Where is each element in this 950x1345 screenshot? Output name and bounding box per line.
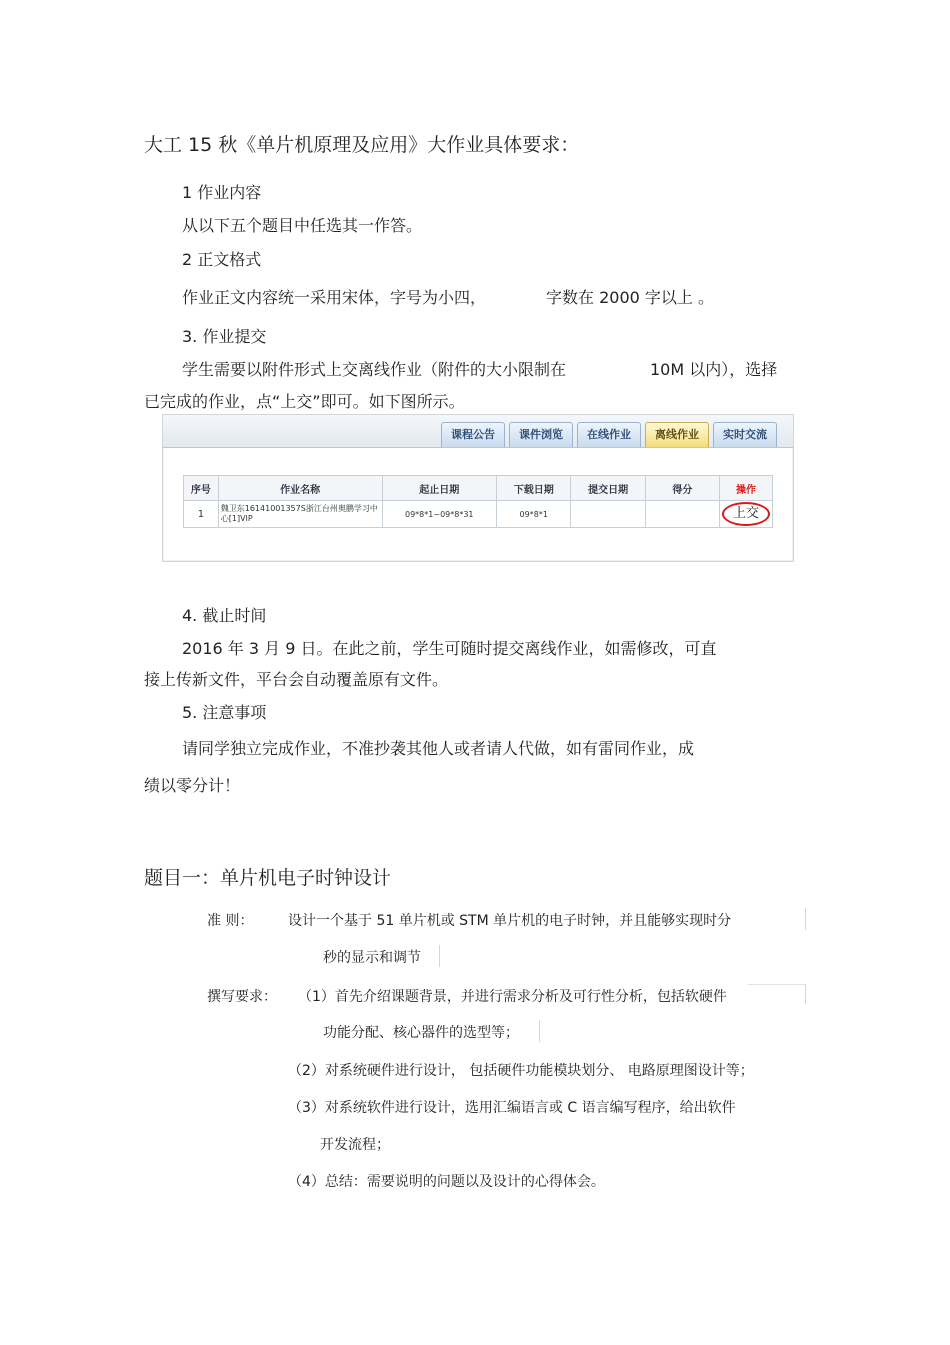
submit-body-c: 已完成的作业，点“上交”即可。如下图所示。 [144, 392, 465, 411]
submit-heading: 3. 作业提交 [182, 327, 267, 346]
criteria-label: 准 则： [207, 913, 254, 929]
format-heading: 2 正文格式 [182, 250, 262, 269]
col-submitted: 提交日期 [571, 476, 645, 501]
cell-action [720, 501, 773, 528]
format-body-b: 字数在 2000 字以上 。 [546, 288, 714, 307]
topic1-title: 题目一：单片机电子时钟设计 [144, 867, 392, 889]
cell-dates: 09*8*1~09*8*31 [382, 501, 496, 528]
requirement-1-b: 功能分配、核心器件的选型等； [323, 1025, 519, 1041]
table-rule [539, 1020, 540, 1042]
tab-online-homework[interactable]: 在线作业 [577, 422, 641, 447]
table-rule [805, 984, 806, 1004]
cell-download: 09*8*1 [497, 501, 571, 528]
cell-score [645, 501, 719, 528]
requirements-label: 撰写要求： [207, 989, 277, 1005]
submit-button[interactable]: 上交 [722, 502, 770, 526]
requirement-1-a: （1）首先介绍课题背景，并进行需求分析及可行性分析，包括软硬件 [298, 989, 727, 1005]
requirement-2: （2）对系统硬件进行设计， 包括硬件功能模块划分、 电路原理图设计等； [288, 1063, 754, 1079]
doc-title: 大工 15 秋《单片机原理及应用》大作业具体要求： [144, 134, 580, 156]
table-row [184, 501, 773, 528]
cell-name: 魏卫东16141001357S浙江台州奥鹏学习中心[1]VIP [218, 501, 382, 528]
submit-body-b: 10M 以内），选择 [650, 360, 778, 379]
submit-body-a: 学生需要以附件形式上交离线作业（附件的大小限制在 [182, 360, 567, 379]
tab-bar [163, 415, 793, 448]
homework-table [183, 475, 773, 528]
col-name: 作业名称 [218, 476, 382, 501]
cell-submitted [571, 501, 645, 528]
tab-live-chat[interactable]: 实时交流 [713, 422, 777, 447]
content-body: 从以下五个题目中任选其一作答。 [182, 216, 423, 235]
notes-body-b: 绩以零分计！ [144, 776, 241, 795]
deadline-body-b: 接上传新文件，平台会自动覆盖原有文件。 [144, 670, 449, 689]
notes-heading: 5. 注意事项 [182, 703, 267, 722]
criteria-line-b: 秒的显示和调节 [323, 950, 421, 966]
tab-offline-homework[interactable]: 离线作业 [645, 422, 709, 447]
col-download: 下载日期 [497, 476, 571, 501]
requirement-3-a: （3）对系统软件进行设计，选用汇编语言或 C 语言编写程序，给出软件 [288, 1100, 736, 1116]
submission-screenshot [162, 414, 794, 562]
col-index: 序号 [184, 476, 219, 501]
tab-courseware[interactable]: 课件浏览 [509, 422, 573, 447]
col-action: 操作 [720, 476, 773, 501]
table-rule [439, 945, 440, 967]
requirement-4: （4）总结：需要说明的问题以及设计的心得体会。 [288, 1174, 605, 1190]
table-rule [748, 984, 805, 985]
deadline-body-a: 2016 年 3 月 9 日。在此之前，学生可随时提交离线作业，如需修改，可直 [182, 639, 717, 658]
format-body-a: 作业正文内容统一采用宋体，字号为小四， [182, 288, 487, 307]
col-dates: 起止日期 [382, 476, 496, 501]
col-score: 得分 [645, 476, 719, 501]
notes-body-a: 请同学独立完成作业，不准抄袭其他人或者请人代做，如有雷同作业，成 [182, 739, 695, 758]
criteria-line-a: 设计一个基于 51 单片机或 STM 单片机的电子时钟，并且能够实现时分 [288, 913, 732, 929]
requirement-3-b: 开发流程； [320, 1137, 390, 1153]
cell-index: 1 [184, 501, 219, 528]
tab-announcements[interactable]: 课程公告 [441, 422, 505, 447]
deadline-heading: 4. 截止时间 [182, 606, 267, 625]
table-rule [805, 908, 806, 930]
content-heading: 1 作业内容 [182, 183, 262, 202]
table-header-row [184, 476, 773, 501]
